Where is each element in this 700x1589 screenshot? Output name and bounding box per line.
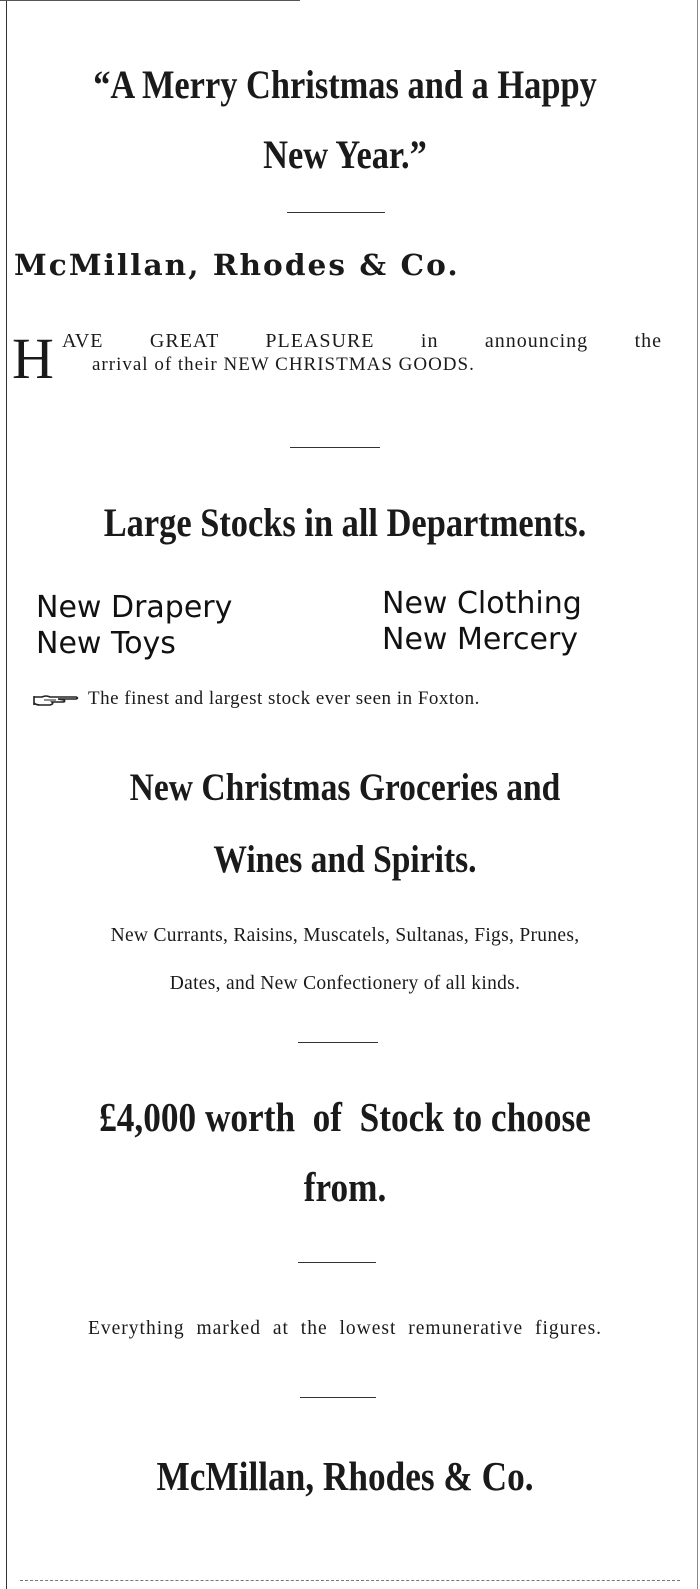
stock-line-1: £4,000 worth of Stock to choose — [99, 1094, 591, 1140]
department-item: New Drapery — [36, 590, 233, 625]
firm-name-display: McMillan, Rhodes & Co. — [14, 248, 460, 282]
divider-rule — [298, 1042, 378, 1043]
greeting-line-2: New Year.” — [263, 132, 427, 177]
greeting-heading — [57, 50, 633, 190]
announcement-line-1: AVE GREAT PLEASURE in announcing the — [62, 330, 662, 352]
departments-column-1 — [36, 590, 232, 662]
column-border-bottom — [20, 1580, 680, 1581]
divider-rule — [300, 1397, 376, 1398]
column-border-left — [6, 0, 7, 1589]
produce-line-2: Dates, and New Confectionery of all kinds. — [169, 973, 521, 994]
pointing-hand-icon — [32, 693, 82, 707]
dropcap-letter: H — [12, 326, 54, 391]
pricing-statement: Everything marked at the lowest remunerative figures. — [87, 1318, 603, 1339]
stocks-heading: Large Stocks in all Departments. — [103, 500, 587, 545]
foxton-note — [32, 688, 480, 710]
department-item: New Toys — [36, 626, 176, 661]
department-item: New Clothing — [382, 586, 582, 621]
groceries-line-1: New Christmas Groceries and — [129, 766, 561, 809]
groceries-heading — [57, 752, 633, 896]
departments-column-2 — [382, 586, 582, 658]
groceries-line-2: Wines and Spirits. — [213, 838, 477, 881]
divider-rule — [298, 1262, 376, 1263]
announcement-line-2: arrival of their NEW CHRISTMAS GOODS. — [92, 354, 475, 375]
produce-list — [10, 912, 680, 1008]
produce-line-1: New Currants, Raisins, Muscatels, Sultanas, Figs, Prunes, — [110, 925, 580, 946]
department-item: New Mercery — [382, 622, 579, 657]
column-border-top — [0, 0, 300, 1]
stock-value-heading — [57, 1082, 633, 1222]
column-border-right — [697, 0, 698, 1589]
foxton-note-text: The finest and largest stock ever seen in Foxton. — [88, 688, 480, 709]
divider-rule — [287, 212, 385, 213]
firm-name-footer: McMillan, Rhodes & Co. — [156, 1453, 534, 1499]
greeting-line-1: “A Merry Christmas and a Happy — [93, 62, 597, 107]
announcement-paragraph — [12, 326, 662, 391]
divider-rule — [290, 447, 380, 448]
stock-line-2: from. — [303, 1164, 387, 1210]
